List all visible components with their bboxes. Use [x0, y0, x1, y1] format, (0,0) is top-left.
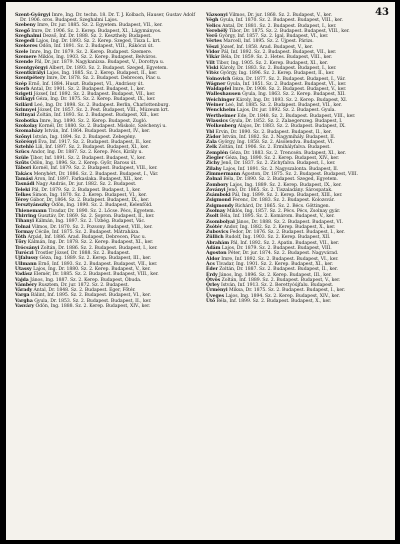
entry-name: Tábori: [15, 166, 32, 172]
entry-details: Pál, Dr. 1879. Sz. 2. Budapest. Budapest, I., ker.: [31, 187, 141, 193]
entry-details: Pál, Inf. 1892. Sz. 2. Budapest. Budapest, VII., ker.: [221, 50, 337, 56]
entry-details: Leó, Ing. Dr. 1898. Sz. 2. Budapest. Berlin, Charlottenburg.: [34, 102, 170, 108]
directory-entry: [15, 172, 197, 177]
entry-name: Zichy: [206, 161, 220, 167]
entry-name: Wlassics: [206, 118, 228, 124]
entry-details: Trostler József, Dr. 1888. Sz. 2. Budapest.: [35, 251, 131, 257]
entry-details: Miklós, Ing. 1857. Sz. 2. Pécs. Pécs, Zsolnay gyár.: [226, 208, 341, 214]
directory-entry: [206, 55, 388, 60]
entry-name: Vikár: [206, 55, 220, 61]
entry-name: Zsolnay: [206, 208, 226, 214]
text-column-left: [15, 13, 197, 309]
entry-details: Ödön, Ing. 1888. Sz. 2. Kerep. Budapest, XIV., ker.: [35, 304, 151, 310]
entry-details: János, Ing. 1896. Sz. 2. Kerep. Budapest, III., ker.: [219, 272, 332, 278]
entry-details: Imre, Dr. 1908. Sz. 2. Budapest. Budapest, V., ker.: [232, 87, 347, 93]
directory-entry: [15, 44, 197, 49]
entry-name: Vámbéry: [15, 282, 37, 288]
entry-details: Gábor, Dr. 1864. Sz. 2. Budapest. Budapest, IX., ker.: [30, 198, 150, 204]
entry-details: Lajos, Ing. 1889. Sz. 2. Kerep. Budapest, IX., ker.: [229, 182, 342, 188]
directory-entry: [206, 220, 388, 225]
entry-details: Imre, Ing. 1890. Sz. 2. Kerep. Budapest, Zugló.: [39, 118, 148, 124]
directory-entry: [206, 288, 388, 293]
entry-name: Verő: [206, 34, 218, 40]
directory-entry: [15, 60, 197, 65]
entry-name: Zádor: [206, 134, 221, 140]
entry-name: Tóth: [15, 235, 27, 241]
entry-details: Bálint, Inf. 1895. Sz. 2. Budapest. Budapest, VI., ker.: [30, 293, 151, 299]
entry-details: Gyula, Dr. 1852. Sz. 2. Zalaegerszeg. Budapest, I.: [229, 118, 343, 124]
entry-details: Miksa, Dr. 1875. Sz. 2. Budapest. Budapest, I., ker.: [229, 288, 346, 294]
directory-entry: [206, 151, 388, 156]
entry-details: Nagy András, Dr. jur. 1882. Sz. 2. Budapest.: [35, 182, 137, 188]
directory-entry: [15, 278, 197, 283]
entry-name: Thienemann: [15, 208, 47, 214]
directory-entry: [206, 71, 388, 76]
directory-entry: [15, 129, 197, 134]
entry-details: Lajos, Ing. 1894. Sz. 2. Kerep. Budapest, XIV., ker.: [225, 293, 340, 299]
directory-entry: [15, 113, 197, 118]
entry-details: Zoltán, Inf. 1889. Sz. 2. Budapest. Budapest, V., ker.: [221, 277, 341, 283]
directory-entry: [15, 256, 197, 261]
entry-name: Szerb: [15, 86, 30, 92]
entry-name: Wágner: [206, 81, 226, 87]
entry-details: Zoltán, Dr. 1887. Sz. 2. Budapest. Budapest, II., ker.: [219, 267, 338, 273]
entry-name: Üveges: [206, 293, 225, 299]
directory-entry: [15, 262, 197, 267]
entry-name: Szűts: [15, 161, 29, 167]
entry-name: Vadász: [15, 272, 33, 278]
directory-entry: [206, 204, 388, 209]
entry-details: Imre, Dr. jur. 1885. Sz. 2. Egyetem. Budapest, VII., ker.: [37, 23, 163, 29]
entry-details: Simon, Ing. 1870. Sz. 2. Kerep. Budapest, VI., ker.: [32, 192, 147, 198]
entry-details: Lajos, Ing. Dr. 1880. Sz. 2. Kerep. Budapest, V., ker.: [33, 266, 151, 272]
entry-name: Ütő: [206, 299, 216, 305]
entry-details: Ernő, Inf. 1893. Sz. 2. Budapest. Budapest, VII., ker.: [38, 261, 158, 267]
entry-name: Éder: [206, 267, 218, 273]
entry-details: Antal, Dr. 1848. Sz. 2. Budapest. Eger, Főtér.: [33, 288, 136, 294]
entry-details: Imre, Dr. 1906. Sz. 2. Kerep. Budapest, XI., Lágymányos.: [31, 28, 162, 34]
directory-entry: [206, 130, 388, 135]
directory-entry: [15, 13, 197, 23]
entry-details: Zoltán, Inf. 1893. Sz. 2. Budapest. Budapest, XII., ker.: [36, 113, 160, 119]
entry-details: Gyula, Ing. 1863. Sz. 2. Kerep. Budapest, XII.: [242, 92, 346, 98]
entry-details: Ferenc, Dr. 1883. Sz. 2. Budapest. Kolozsvár.: [232, 198, 335, 204]
entry-name: Zelk: [206, 145, 218, 151]
entry-details: Áron, Inf. 1897. Farkaslaka. Budapest, XII., ker.: [34, 176, 143, 182]
entry-name: Weichinger: [206, 97, 235, 103]
directory-entry: [15, 76, 197, 81]
directory-entry: [206, 108, 388, 113]
entry-details: Tibor, Inf. 1891. Sz. 2. Budapest. Budapest, V., ker.: [30, 155, 146, 161]
entry-name: Velics: [206, 23, 221, 29]
entry-details: István, Inf. 1882. Sz. 2. Nagymihály. Budapest, II.: [222, 134, 336, 140]
entry-details: József, Inf. 1858. Arad. Budapest, V., ker.: [220, 44, 313, 50]
entry-name: Ziegler: [206, 156, 224, 162]
entry-details: József, Dr. 1857. Sz. 2. Pest. Budapest, VIII., Múzeum krt.: [37, 108, 170, 114]
directory-entry: [15, 240, 197, 245]
entry-name: Viski: [206, 65, 219, 71]
directory-entry: [15, 272, 197, 277]
directory-entry: [206, 114, 388, 119]
entry-details: Ernő, Inf. 1884. Huszt. Budapest, VI., Andrássy út.: [28, 81, 144, 87]
directory-entry: [206, 235, 388, 240]
entry-name: Szent-Györgyi: [15, 13, 51, 18]
directory-entry: [15, 156, 197, 161]
entry-details: Vilmos, Dr. 1870. Sz. 2. Pozsony. Budapest, VIII., ker.: [31, 224, 153, 230]
entry-details: Ede, Dr. 1848. Sz. 2. Budapest. Budapest, VIII., ker.: [237, 113, 356, 119]
entry-name: Ullmann: [15, 261, 37, 267]
entry-details: Kálmán, Ing. Dr. 1878. Sz. 2. Kerep. Budapest, XI., ker.: [27, 240, 154, 246]
entry-details: Miklós, Ing. 1903. Sz. 2. Kerep. Budapest, Belváros.: [38, 55, 157, 61]
entry-details: János, Dr. 1888. Sz. 2. Budapest. Budapest, VI.: [236, 219, 343, 225]
entry-name: Takács: [15, 171, 33, 177]
directory-entry: [15, 103, 197, 108]
directory-entry: [15, 219, 197, 224]
entry-name: Vidor: [206, 50, 220, 56]
entry-details: Gyula, Inf. 1870. Sz. 2. Budapest. Budapest, VIII., ker.: [219, 18, 343, 24]
directory-entry: [15, 293, 197, 298]
directory-entry: [15, 135, 197, 140]
directory-entry: [206, 299, 388, 304]
entry-details: Béla, Dr. 1859. Sz. 2. Hetes. Budapest, VIII., ker.: [220, 55, 333, 61]
entry-name: Zsolt: [206, 214, 219, 220]
directory-entry: [15, 203, 197, 208]
entry-details: Rudolf, Ing. 1903. Sz. 2. Kerep. Budapest, XII.: [225, 235, 331, 241]
entry-name: Áldor: [206, 256, 220, 262]
directory-entry: [206, 251, 388, 256]
entry-details: Elemér, Dr. 1885. Sz. 2. Budapest. Budapest, VIII., ker.: [33, 272, 159, 278]
entry-name: Varga: [15, 293, 30, 299]
entry-name: Tasnádi: [15, 182, 35, 188]
entry-name: Tolnai: [15, 224, 31, 230]
directory-entry: [206, 214, 388, 219]
entry-name: Szörényi: [15, 139, 37, 145]
entry-name: Szomaházy: [15, 129, 43, 135]
entry-details: György, Ing. 1896. Sz. 2. Kerep. Budapest, II., ker.: [220, 71, 335, 77]
directory-entry: [206, 77, 388, 82]
entry-name: Szüle: [15, 155, 29, 161]
entry-details: Vilmos, Dr. jur. 1868. Sz. 2. Budapest, V., ker.: [229, 13, 332, 18]
entry-name: Ádám: [206, 246, 221, 252]
directory-entry: [206, 145, 388, 150]
entry-name: Szobotka: [15, 118, 39, 124]
directory-entry: [206, 198, 388, 203]
entry-details: Pál, Ing. 1899. Sz. 2. Kerep. Budapest, XIII., ker.: [232, 193, 343, 199]
entry-details: Imre, Dr. 1878. Sz. 2. Budapest. Debrecen, Piac u.: [46, 76, 162, 82]
entry-details: Ödön, Ing. 1896. Sz. 2. Kerep. Győr, Baross út.: [30, 161, 137, 167]
directory-entry: [15, 23, 197, 28]
entry-details: Géza, Ing. 1890. Sz. 2. Kerep. Budapest, XIV., ker.: [225, 156, 340, 162]
directory-entry: [206, 61, 388, 66]
entry-name: Térey: [15, 198, 29, 204]
entry-details: József, Inf. 1892. Sz. 2. Budapest. Budapest, VII., ker.: [33, 92, 156, 98]
directory-entry: [15, 66, 197, 71]
entry-details: Leó, Inf. 1885. Sz. 2. Budapest. Budapest, VII., ker.: [225, 103, 342, 109]
entry-name: Vészi: [206, 44, 219, 50]
directory-entry: [15, 304, 197, 309]
entry-name: Szinnyei: [15, 108, 37, 114]
entry-details: Cécile, Inf. 1875. Sz. 2. Budapest. Mátraháza.: [35, 229, 140, 235]
entry-details: Dezső, Inf. Dr. 1888. Sz. 2. Keszthely. Budapest.: [42, 33, 152, 39]
directory-entry: [206, 39, 388, 44]
entry-name: Szegő: [15, 28, 30, 34]
entry-name: Ötvös: [206, 277, 221, 283]
directory-entry: [15, 29, 197, 34]
entry-name: Thirring: [15, 213, 37, 219]
entry-details: Kálmán, Ing. 1897. Sz. 2. Üzbég. Budapest, Vác.: [35, 219, 146, 225]
entry-name: Örley: [206, 283, 220, 289]
entry-details: Ödön, Ing. 1890. Sz. 2. Budapest, Kelenföld.: [51, 203, 153, 209]
entry-name: Szekeres: [15, 44, 38, 50]
directory-entry: [206, 161, 388, 166]
directory-entry: [15, 97, 197, 102]
entry-name: Ács: [206, 261, 215, 267]
entry-details: György, Ing. 1858. Sz. 2. Alsólendva. Budapest, VI.: [218, 140, 335, 146]
entry-details: Imre, Ing. Dr. 1879. Sz. 2. Kerep. Budapest. Szemere.: [29, 49, 153, 55]
entry-details: Péter, Dr. jur. 1874. Sz. 2. Budapest. Nagyvárad.: [228, 251, 339, 257]
entry-name: Vilt: [206, 60, 215, 66]
entry-details: Gusztáv, Dr. 1869. Sz. 2. Sopron. Budapest, II., ker.: [37, 213, 155, 219]
entry-details: Antal, Dr. 1881. Sz. 2. Budapest. Budapest, I., ker.: [222, 23, 337, 29]
entry-name: Szilágyi: [15, 97, 35, 103]
directory-entry: [15, 299, 197, 304]
entry-name: Szemere: [15, 55, 37, 61]
entry-name: Szőnyi: [15, 134, 32, 140]
directory-entry: [206, 98, 388, 103]
entry-name: Tormay: [15, 229, 34, 235]
entry-name: Zsigmond: [206, 198, 231, 204]
entry-name: Trócsányi: [15, 245, 40, 251]
entry-details: Pál, Dr. jur. 1879. Nagykanizsa. Budapest, V., Dorottya u.: [34, 60, 165, 66]
entry-name: Zoványi: [206, 187, 226, 193]
entry-details: Tivadar, Ing. 1901. Sz. 2. Kerep. Budapest, XI., ker.: [216, 261, 334, 267]
entry-name: Voinovich: [206, 76, 231, 82]
entry-name: Wertheimer: [206, 113, 236, 119]
entry-name: Szücs: [15, 150, 30, 156]
entry-name: Ürményi: [206, 288, 228, 294]
entry-name: Szentpétery: [15, 76, 46, 82]
entry-details: Pál, Inf. 1892. Sz. 2. Apatin. Budapest, VII., ker.: [230, 240, 340, 246]
entry-name: Züllich: [206, 235, 224, 241]
document-sheet: [6, 2, 395, 540]
entry-name: Szende: [15, 60, 34, 66]
entry-name: Szokolay: [15, 123, 38, 129]
entry-details: Károly, Ing. Dr. 1893. Sz. 2. Kerep. Budapest, XI.: [236, 97, 348, 103]
entry-details: István, Inf. 1864. Budapest. Budapest, IV., ker.: [44, 129, 151, 135]
directory-entry: [15, 182, 197, 187]
entry-details: Lajos, Dr. 1879. Sz. 2. Budapest. Budapest, VIII.: [221, 246, 332, 252]
entry-details: Lajos, Inf. 1891. Sz. 2. Nagyszalonta. Budapest, II.: [222, 166, 339, 172]
entry-details: Tivadar, Dr. 1890. Sz. 2. Lőcse. Pécs, Egyetem.: [48, 208, 156, 214]
entry-details: Richárd, Dr. 1865. Sz. 2. Bécs. Göttingen.: [235, 203, 330, 209]
directory-entry: [206, 24, 388, 29]
entry-name: Szebeny: [15, 23, 36, 29]
entry-name: Szitnyai: [15, 113, 36, 119]
entry-name: Zubovics: [206, 230, 229, 236]
directory-entry: [206, 177, 388, 182]
entry-name: Turóczi: [15, 251, 34, 257]
entry-name: Utassy: [15, 266, 32, 272]
entry-details: Menyhért, Dr. 1886. Sz. 2. Budapest. Budapest, I., Vár.: [33, 171, 159, 177]
entry-details: Gyula, Inf. 1851. Sz. 2. Budapest. Budapest, VI., ker.: [226, 81, 347, 87]
entry-details: Géza, Ing. 1889. Sz. 2. Kerep. Budapest, III., ker.: [39, 256, 152, 262]
directory-entry: [206, 273, 388, 278]
entry-name: Telkes: [15, 192, 31, 198]
entry-details: Árpád, Inf. 1886. Arad. Budapest, Debrecen, Piac u.: [27, 235, 147, 241]
directory-entry: [206, 18, 388, 23]
entry-name: Zsótér: [206, 224, 223, 230]
entry-details: Marcell, Inf. 1895. Sz. 2. Újpest. Párizs.: [223, 39, 314, 45]
entry-name: Zolnai: [206, 177, 222, 183]
entry-name: Wolkenberg: [206, 124, 237, 130]
entry-name: Zombory: [206, 182, 229, 188]
directory-entry: [15, 166, 197, 171]
entry-details: Andor, Ing. Dr. 1887. Sz. 2. Kerep. Pécs, Király u.: [30, 150, 143, 156]
entry-name: Weiner: [206, 103, 224, 109]
entry-name: Vitéz: [206, 71, 219, 77]
entry-name: Zsombolyai: [206, 219, 235, 225]
entry-name: Végh: [206, 18, 219, 24]
entry-details: Kornél, Inf. 1879. Sz. 2. Budapest. Budapest, VIII., ker.: [32, 166, 158, 172]
entry-details: Ágoston, Dr. 1875. Sz. 2. Budapest. Budapest, VIII.: [241, 171, 358, 177]
entry-name: Tamási: [15, 176, 33, 182]
entry-details: Géza, Dr. 1877. Sz. 2. Budapest. Budapest, I., Vár.: [231, 76, 346, 82]
entry-details: Ervin, Dr. 1890. Sz. 2. Budapest. Budapest, II., ker.: [215, 129, 332, 135]
entry-name: Tihanyi: [15, 219, 34, 225]
entry-details: Gyula, Dr. 1853. Sz. 2. Budapest. Budapest, II., ker.: [34, 298, 152, 304]
entry-details: István, Ing. 1894. Sz. 2. Budapest. Zebegény.: [32, 134, 136, 140]
directory-entry: [206, 167, 388, 172]
entry-name: Szegedi: [15, 39, 35, 45]
entry-details: Tibor, Ing. 1905. Sz. 2. Kerep. Budapest, XI., ker.: [216, 60, 328, 66]
entry-details: Lajos, Dr. jur. 1892. Sz. 2. Budapest. Gyula.: [236, 108, 336, 114]
entry-name: Szilárd: [15, 102, 33, 108]
entry-details: Tibor, Dr. 1875. Sz. 2. Budapest. Budapest, VIII., ker.: [228, 28, 350, 34]
directory-entry: [206, 124, 388, 129]
entry-name: Szentgyörgyi: [15, 65, 48, 71]
entry-details: Imre, Ing. Dr. techn. 18. Dr. T. J. Kolbach, Hauser, Gustav Adolf Dr. 1906. oros. Budapest. Szeghalmi Lajos.: [20, 13, 196, 23]
entry-name: Érdy: [206, 272, 218, 278]
entry-details: Éva, Inf. 1917. Sz. 2. Budapest. Budapest, II., ker.: [38, 139, 152, 145]
entry-details: János, Ing. 1887. Sz. 2. Kerep. Budapest, Óbuda.: [30, 277, 142, 283]
entry-name: Tersztyánszky: [15, 203, 50, 209]
entry-name: Várady: [15, 288, 33, 294]
entry-details: György, Inf. 1857. Sz. 2. Igal. Budapest, VI., ker.: [218, 34, 329, 40]
entry-name: Ábrahám: [206, 240, 230, 246]
entry-name: Zsigmondy: [206, 203, 234, 209]
directory-entry: [15, 188, 197, 193]
entry-details: Fedor, Dr. 1876. Sz. 2. Budapest. Budapest, I., ker.: [229, 230, 345, 236]
directory-entry: [15, 225, 197, 230]
entry-details: Antal, Dr. 1901. Sz. 2. Budapest. Budapest, I., ker.: [30, 86, 145, 92]
entry-details: István, Inf. 1913. Sz. 2. Berettyóújfalu. Budapest.: [220, 283, 334, 289]
entry-name: Zemplén: [206, 150, 229, 156]
entry-details: Zoltán, Dr. 1886. Sz. 2. Budapest. Budapest, I., ker.: [40, 245, 158, 251]
entry-name: Szeghalmi: [15, 33, 42, 39]
entry-name: Sztehló: [15, 145, 34, 151]
directory-entry: [206, 183, 388, 188]
entry-name: Waldapfel: [206, 87, 232, 93]
entry-details: Béla, Inf. 1895. Sz. 2. Komárom. Budapest, V., ker.: [220, 214, 335, 220]
entry-details: Géza, Dr. 1883. Sz. 2. Trencsén. Budapest, XI., ker.: [229, 150, 346, 156]
entry-details: Imre, Inf. 1892. Sz. 2. Budapest. Budapest, VI., ker.: [221, 256, 339, 262]
entry-name: Ujfalussy: [15, 256, 39, 262]
entry-name: Tőry: [15, 240, 27, 246]
directory-entry: [15, 119, 197, 124]
entry-name: Szele: [15, 49, 29, 55]
entry-name: Wenckheim: [206, 108, 236, 114]
entry-name: Vajda: [15, 277, 29, 283]
text-column-right: [206, 13, 388, 304]
directory-entry: [15, 150, 197, 155]
entry-details: Lajos, Ing. Dr. 1893. Sz. 2. Kerep. Szeged, Tisza L. krt.: [36, 39, 161, 45]
entry-details: Zoltán, Inf. 1906. Sz. 2. Érmihályfalva. Budapest.: [218, 145, 331, 151]
entry-details: Károly, Dr. 1883. Sz. 2. Budapest. Budapest, I., ker.: [219, 65, 337, 71]
entry-details: Albert, Dr. 1893. Sz. 2. Budapest. Szeged, Egyetem.: [49, 65, 168, 71]
directory-entry: [206, 294, 388, 299]
entry-details: Kornél, Dr. 1880. Sz. 2. Budapest. Miskolc, Széchenyi u.: [38, 123, 167, 129]
entry-details: Béla, Inf. 1899. Sz. 2. Budapest. Budapest, X., ker.: [216, 299, 332, 305]
entry-name: Szentkirályi: [15, 70, 46, 76]
directory-entry: [15, 82, 197, 87]
entry-details: Jenő, Dr. 1837. Sz. 2. Zichyfalva. Budapest, I., ker.: [221, 161, 336, 167]
entry-name: Verebélÿ: [206, 28, 228, 34]
entry-details: Alajos, Dr. 1883. Sz. 2. Budapest. Budapest, IX.: [237, 124, 346, 130]
directory-entry: [206, 92, 388, 97]
directory-entry: [206, 257, 388, 262]
entry-details: Jenő, Dr. 1865. Sz. 2. Tiszaladány. Sárospatak.: [226, 187, 333, 193]
entry-name: Zimmermann: [206, 171, 241, 177]
entry-details: Lajos, Ing. 1885. Sz. 2. Kerep. Budapest, II., ker.: [46, 70, 158, 76]
entry-name: Vázsonyi: [206, 13, 228, 18]
entry-name: Vargha: [15, 298, 33, 304]
directory-entry: [15, 209, 197, 214]
entry-name: Szigeti: [15, 92, 33, 98]
entry-name: Ágoston: [206, 251, 227, 257]
entry-name: Teleki: [15, 187, 31, 193]
entry-details: Géza, Ing. Dr. 1875. Sz. 2. Kerep. Budapest, IX., ker.: [36, 97, 156, 103]
entry-name: Ybl: [206, 129, 215, 135]
entry-details: Lili, Inf. 1897. Sz. 2. Budapest. Budapest, XI., ker.: [35, 145, 149, 151]
entry-name: Walleshausen: [206, 92, 241, 98]
entry-name: Vasváry: [15, 304, 35, 310]
directory-entry: [206, 267, 388, 272]
entry-details: Ödön, Inf. 1891. Sz. 2. Budapest, VIII., Rákóczi út.: [38, 44, 154, 50]
entry-name: Zala: [206, 140, 217, 146]
entry-details: Béla, Dr. 1890. Sz. 2. Budapest. Szeged, Egyetem.: [223, 177, 338, 183]
page-number: 43: [375, 7, 389, 18]
entry-name: Zsámboki: [206, 193, 231, 199]
entry-name: Vértes: [206, 39, 222, 45]
entry-details: Rusztem, Dr. jur. 1872. Sz. 2. Budapest.: [38, 282, 129, 288]
entry-details: Andor, Ing. 1882. Sz. 2. Kerep. Budapest, X., ker.: [223, 224, 336, 230]
entry-name: Szép: [15, 81, 27, 87]
entry-name: Zilahy: [206, 166, 222, 172]
